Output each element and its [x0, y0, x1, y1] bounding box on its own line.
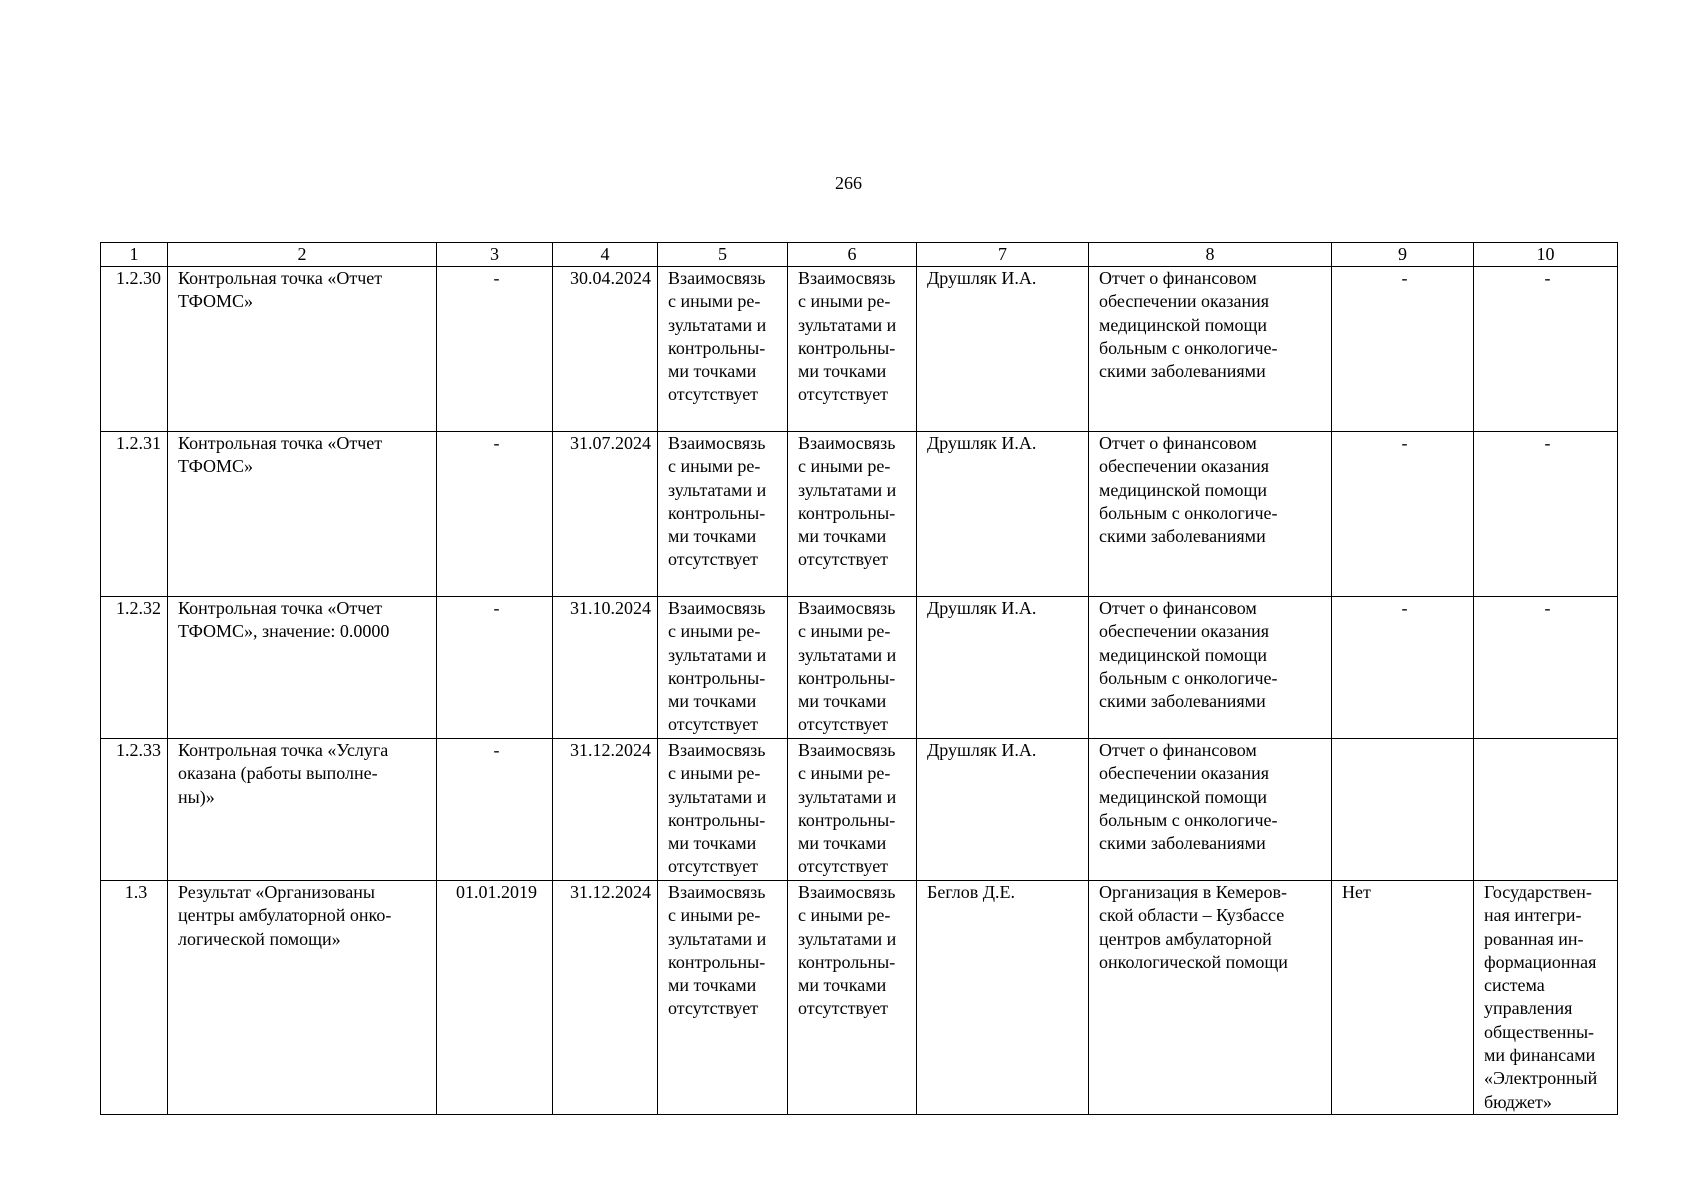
end-date-cell: 31.12.2024 [553, 881, 658, 1115]
column-10-cell: - [1474, 597, 1618, 739]
end-date-cell: 30.04.2024 [553, 267, 658, 432]
result-cell: Отчет о финансовом обеспечении оказания медицинской помощи больным с онкологиче- скими заболеваниями [1089, 597, 1332, 739]
relation-cell-5: Взаимосвязь с иными ре- зультатами и контрольны- ми точками отсутствует [658, 739, 788, 881]
result-cell: Организация в Кемеров- ской области – Кузбассе центров амбулаторной онкологической помощи [1089, 881, 1332, 1115]
row-number-cell: 1.2.30 [101, 267, 168, 432]
column-header-5: 5 [658, 243, 788, 267]
row-number-cell: 1.2.32 [101, 597, 168, 739]
result-cell: Отчет о финансовом обеспечении оказания медицинской помощи больным с онкологиче- скими заболеваниями [1089, 432, 1332, 597]
responsible-cell: Друшляк И.А. [917, 597, 1089, 739]
page-number: 266 [835, 173, 862, 193]
relation-cell-6: Взаимосвязь с иными ре- зультатами и контрольны- ми точками отсутствует [788, 432, 917, 597]
responsible-cell: Друшляк И.А. [917, 267, 1089, 432]
end-date-cell: 31.10.2024 [553, 597, 658, 739]
row-number-cell: 1.3 [101, 881, 168, 1115]
relation-cell-6: Взаимосвязь с иными ре- зультатами и контрольны- ми точками отсутствует [788, 597, 917, 739]
row-number-cell: 1.2.33 [101, 739, 168, 881]
table-row [101, 881, 1618, 1115]
column-header-3: 3 [437, 243, 553, 267]
name-cell: Контрольная точка «Отчет ТФОМС» [168, 432, 437, 597]
relation-cell-6: Взаимосвязь с иными ре- зультатами и контрольны- ми точками отсутствует [788, 267, 917, 432]
column-10-cell: - [1474, 267, 1618, 432]
table-row [101, 739, 1618, 881]
result-cell: Отчет о финансовом обеспечении оказания медицинской помощи больным с онкологиче- скими заболеваниями [1089, 267, 1332, 432]
column-10-cell: Государствен- ная интегри- рованная ин- формационная система управления общественны- ми финансами «Электронный бюджет» [1474, 881, 1618, 1115]
result-cell: Отчет о финансовом обеспечении оказания медицинской помощи больным с онкологиче- скими заболеваниями [1089, 739, 1332, 881]
end-date-cell: 31.12.2024 [553, 739, 658, 881]
column-10-cell [1474, 739, 1618, 881]
plan-table [100, 242, 1618, 1115]
relation-cell-5: Взаимосвязь с иными ре- зультатами и контрольны- ми точками отсутствует [658, 597, 788, 739]
column-9-cell: Нет [1332, 881, 1474, 1115]
table-row [101, 432, 1618, 597]
start-date-cell: - [437, 267, 553, 432]
relation-cell-6: Взаимосвязь с иными ре- зультатами и контрольны- ми точками отсутствует [788, 881, 917, 1115]
relation-cell-5: Взаимосвязь с иными ре- зультатами и контрольны- ми точками отсутствует [658, 432, 788, 597]
column-header-10: 10 [1474, 243, 1618, 267]
row-number-cell: 1.2.31 [101, 432, 168, 597]
column-9-cell: - [1332, 597, 1474, 739]
column-header-7: 7 [917, 243, 1089, 267]
relation-cell-5: Взаимосвязь с иными ре- зультатами и контрольны- ми точками отсутствует [658, 267, 788, 432]
name-cell: Контрольная точка «Отчет ТФОМС» [168, 267, 437, 432]
name-cell: Контрольная точка «Отчет ТФОМС», значение: 0.0000 [168, 597, 437, 739]
relation-cell-5: Взаимосвязь с иными ре- зультатами и контрольны- ми точками отсутствует [658, 881, 788, 1115]
column-9-cell: - [1332, 267, 1474, 432]
table-row [101, 267, 1618, 432]
end-date-cell: 31.07.2024 [553, 432, 658, 597]
column-9-cell: - [1332, 432, 1474, 597]
header-row [101, 243, 1618, 267]
start-date-cell: 01.01.2019 [437, 881, 553, 1115]
responsible-cell: Друшляк И.А. [917, 432, 1089, 597]
start-date-cell: - [437, 739, 553, 881]
start-date-cell: - [437, 597, 553, 739]
name-cell: Результат «Организованы центры амбулаторной онко- логической помощи» [168, 881, 437, 1115]
responsible-cell: Друшляк И.А. [917, 739, 1089, 881]
start-date-cell: - [437, 432, 553, 597]
relation-cell-6: Взаимосвязь с иными ре- зультатами и контрольны- ми точками отсутствует [788, 739, 917, 881]
column-header-4: 4 [553, 243, 658, 267]
column-header-6: 6 [788, 243, 917, 267]
column-header-2: 2 [168, 243, 437, 267]
column-10-cell: - [1474, 432, 1618, 597]
column-header-9: 9 [1332, 243, 1474, 267]
column-header-8: 8 [1089, 243, 1332, 267]
table-row [101, 597, 1618, 739]
column-header-1: 1 [101, 243, 168, 267]
column-9-cell [1332, 739, 1474, 881]
responsible-cell: Беглов Д.Е. [917, 881, 1089, 1115]
name-cell: Контрольная точка «Услуга оказана (работы выполне- ны)» [168, 739, 437, 881]
